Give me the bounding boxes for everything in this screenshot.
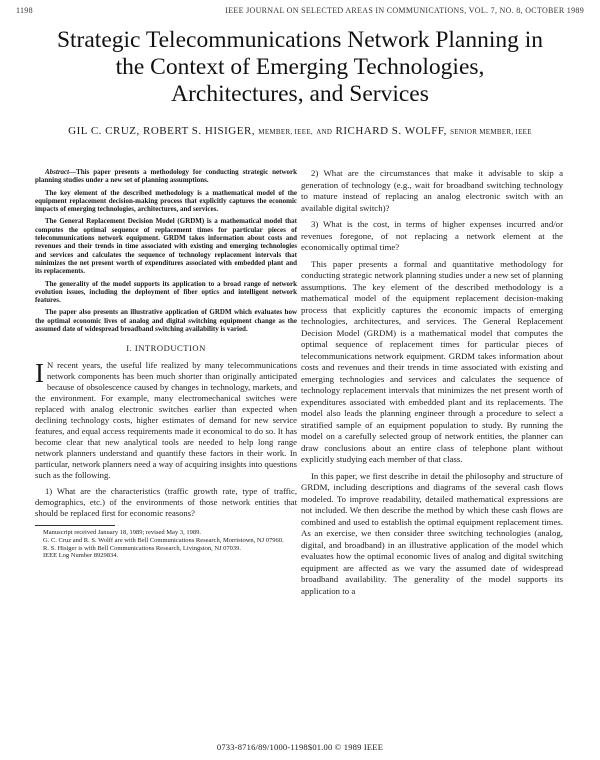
body-paragraph: In this paper, we first describe in detail the philosophy and structure of GRDM, including descriptions and diagrams of the several cash flows modeled. To improve readability, detailed mathematical expressions are not included. We then describe the method by which these cash flows are combined and used to establish the optimal equipment replacement times. As an exercise, we then consider three switching technologies (analog, digital, and broadband) in an illustrative application of the model which evaluates how the optimal economic lives of analog and digital switching equipment are affected as we vary the assumed date of widespread broadband availability. The generality of the model supports its application to a (301, 470, 563, 596)
journal-running-title: IEEE JOURNAL ON SELECTED AREAS IN COMMUNICATIONS, VOL. 7, NO. 8, OCTOBER 1989 (225, 6, 584, 15)
footnote: IEEE Log Number 8929834. (43, 552, 119, 560)
title-line: Strategic Telecommunications Network Planning in (56, 27, 544, 53)
section-heading: I. INTRODUCTION (126, 343, 206, 354)
page-number: 1198 (16, 6, 33, 15)
abstract-label: Abstract— (45, 168, 77, 176)
abstract (35, 168, 297, 333)
abstract-paragraph: Abstract—This paper presents a methodology for conducting strategic network planning studies under a new set of planning assumptions. (35, 168, 297, 185)
right-column (301, 168, 563, 602)
author-member-grade: MEMBER, IEEE, (258, 128, 313, 136)
footnote: Manuscript received January 18, 1989; revised May 3, 1989. (43, 529, 201, 537)
title-line: the Context of Emerging Technologies, (115, 54, 485, 80)
title-line: Architectures, and Services (171, 81, 429, 107)
body-paragraph: This paper presents a formal and quantitative methodology for conducting strategic network planning studies under a new set of planning assumptions. The key element of the described methodology is a mathematical model of the equipment replacement decision-making process that explicitly captures the economic impacts of emerging technologies, architectures, and services. The General Replacement Decision Model (GRDM) is a mathematical model that computes the optimal sequence of replacement times for particular pieces of telecommunications network equipment. GRDM takes information about costs and revenues and their trends in time associated with existing and emerging technologies and services and calculates the sequence of technology replacement intervals that minimizes the net present worth of expenditures associated with embedded plant and its replacements. The model also leads the planning engineer through a procedure to select a stratified sample of an equipment population to study. By running the model on a carefully selected group of network entities, the planner can draw conclusions about an entire class of telephone plant without explicitly studying each member of that class. (301, 258, 563, 464)
left-column (35, 168, 297, 560)
author-line (20, 125, 580, 137)
footnote: R. S. Hisiger is with Bell Communications Research, Livingston, NJ 07039. (43, 544, 242, 552)
abstract-paragraph: The key element of the described methodology is a mathematical model of the equipment replacement decision-making process that explicitly captures the economic impacts of emerging technologies, architectures, and services. (35, 188, 297, 214)
running-header (16, 6, 584, 20)
abstract-paragraph: The paper also presents an illustrative application of GRDM which evaluates how the optimal economic lives of analog and digital switching equipment change as the assumed date of widespread broadband switching availability is varied. (35, 308, 297, 334)
footnote: G. C. Cruz and R. S. Wolff are with Bell Communications Research, Morristown, NJ 07960. (43, 537, 284, 545)
intro-question: 1) What are the characteristics (traffic growth rate, type of traffic, demographics, etc.) of the environments of those network entities that should be replaced first for economic reasons? (35, 486, 297, 519)
author-and: AND (316, 128, 333, 136)
body-paragraph: 2) What are the circumstances that make it advisable to skip a generation of technology (e.g., wait for broadband switching technology to mature instead of replacing an analog electronic switch with an available digital switch)? (301, 168, 563, 213)
drop-cap: I (35, 358, 44, 389)
intro-paragraph: I N recent years, the useful life realized by many telecommunications network components has been much shorter than originally anticipated because of obsolescence caused by changes in technology, markets, and the environment. For example, many electromechanical switches were replaced with analog electronic switches earlier than expected when declining technology costs, higher estimates of demand for new service features, and equal access requirements made it economical to do so. It has become clear that new analytical tools are needed to help long range network planners understand and quantify these factors in their work. In particular, network planners need a way of acquiring insights into questions such as the following. (35, 358, 297, 481)
copyright-footer: 0733-8716/89/1000-1198$01.00 © 1989 IEEE (216, 742, 384, 752)
footnote-rule (35, 525, 115, 526)
paper-title (20, 27, 580, 108)
footnotes (35, 529, 297, 560)
author-names: GIL C. CRUZ, ROBERT S. HISIGER, (68, 125, 256, 137)
abstract-paragraph: The generality of the model supports its application to a broad range of network evolution issues, including the deployment of fiber optics and intelligent network features. (35, 279, 297, 305)
author-senior-member-grade: SENIOR MEMBER, IEEE (450, 128, 532, 136)
abstract-paragraph: The General Replacement Decision Model (GRDM) is a mathematical model that computes the optimal sequence of replacement times for particular pieces of telecommunications network equipment. GRDM takes information about costs and revenues and their trends in time associated with existing and emerging technologies and services and calculates the sequence of technology replacement intervals that minimizes the net present worth of expenditures associated with embedded plant and its replacements. (35, 217, 297, 276)
body-paragraph: 3) What is the cost, in terms of higher expenses incurred and/or revenues foregone, of not replacing a network element at the economically optimal time? (301, 219, 563, 252)
author-name-wolff: RICHARD S. WOLFF, (335, 125, 447, 137)
